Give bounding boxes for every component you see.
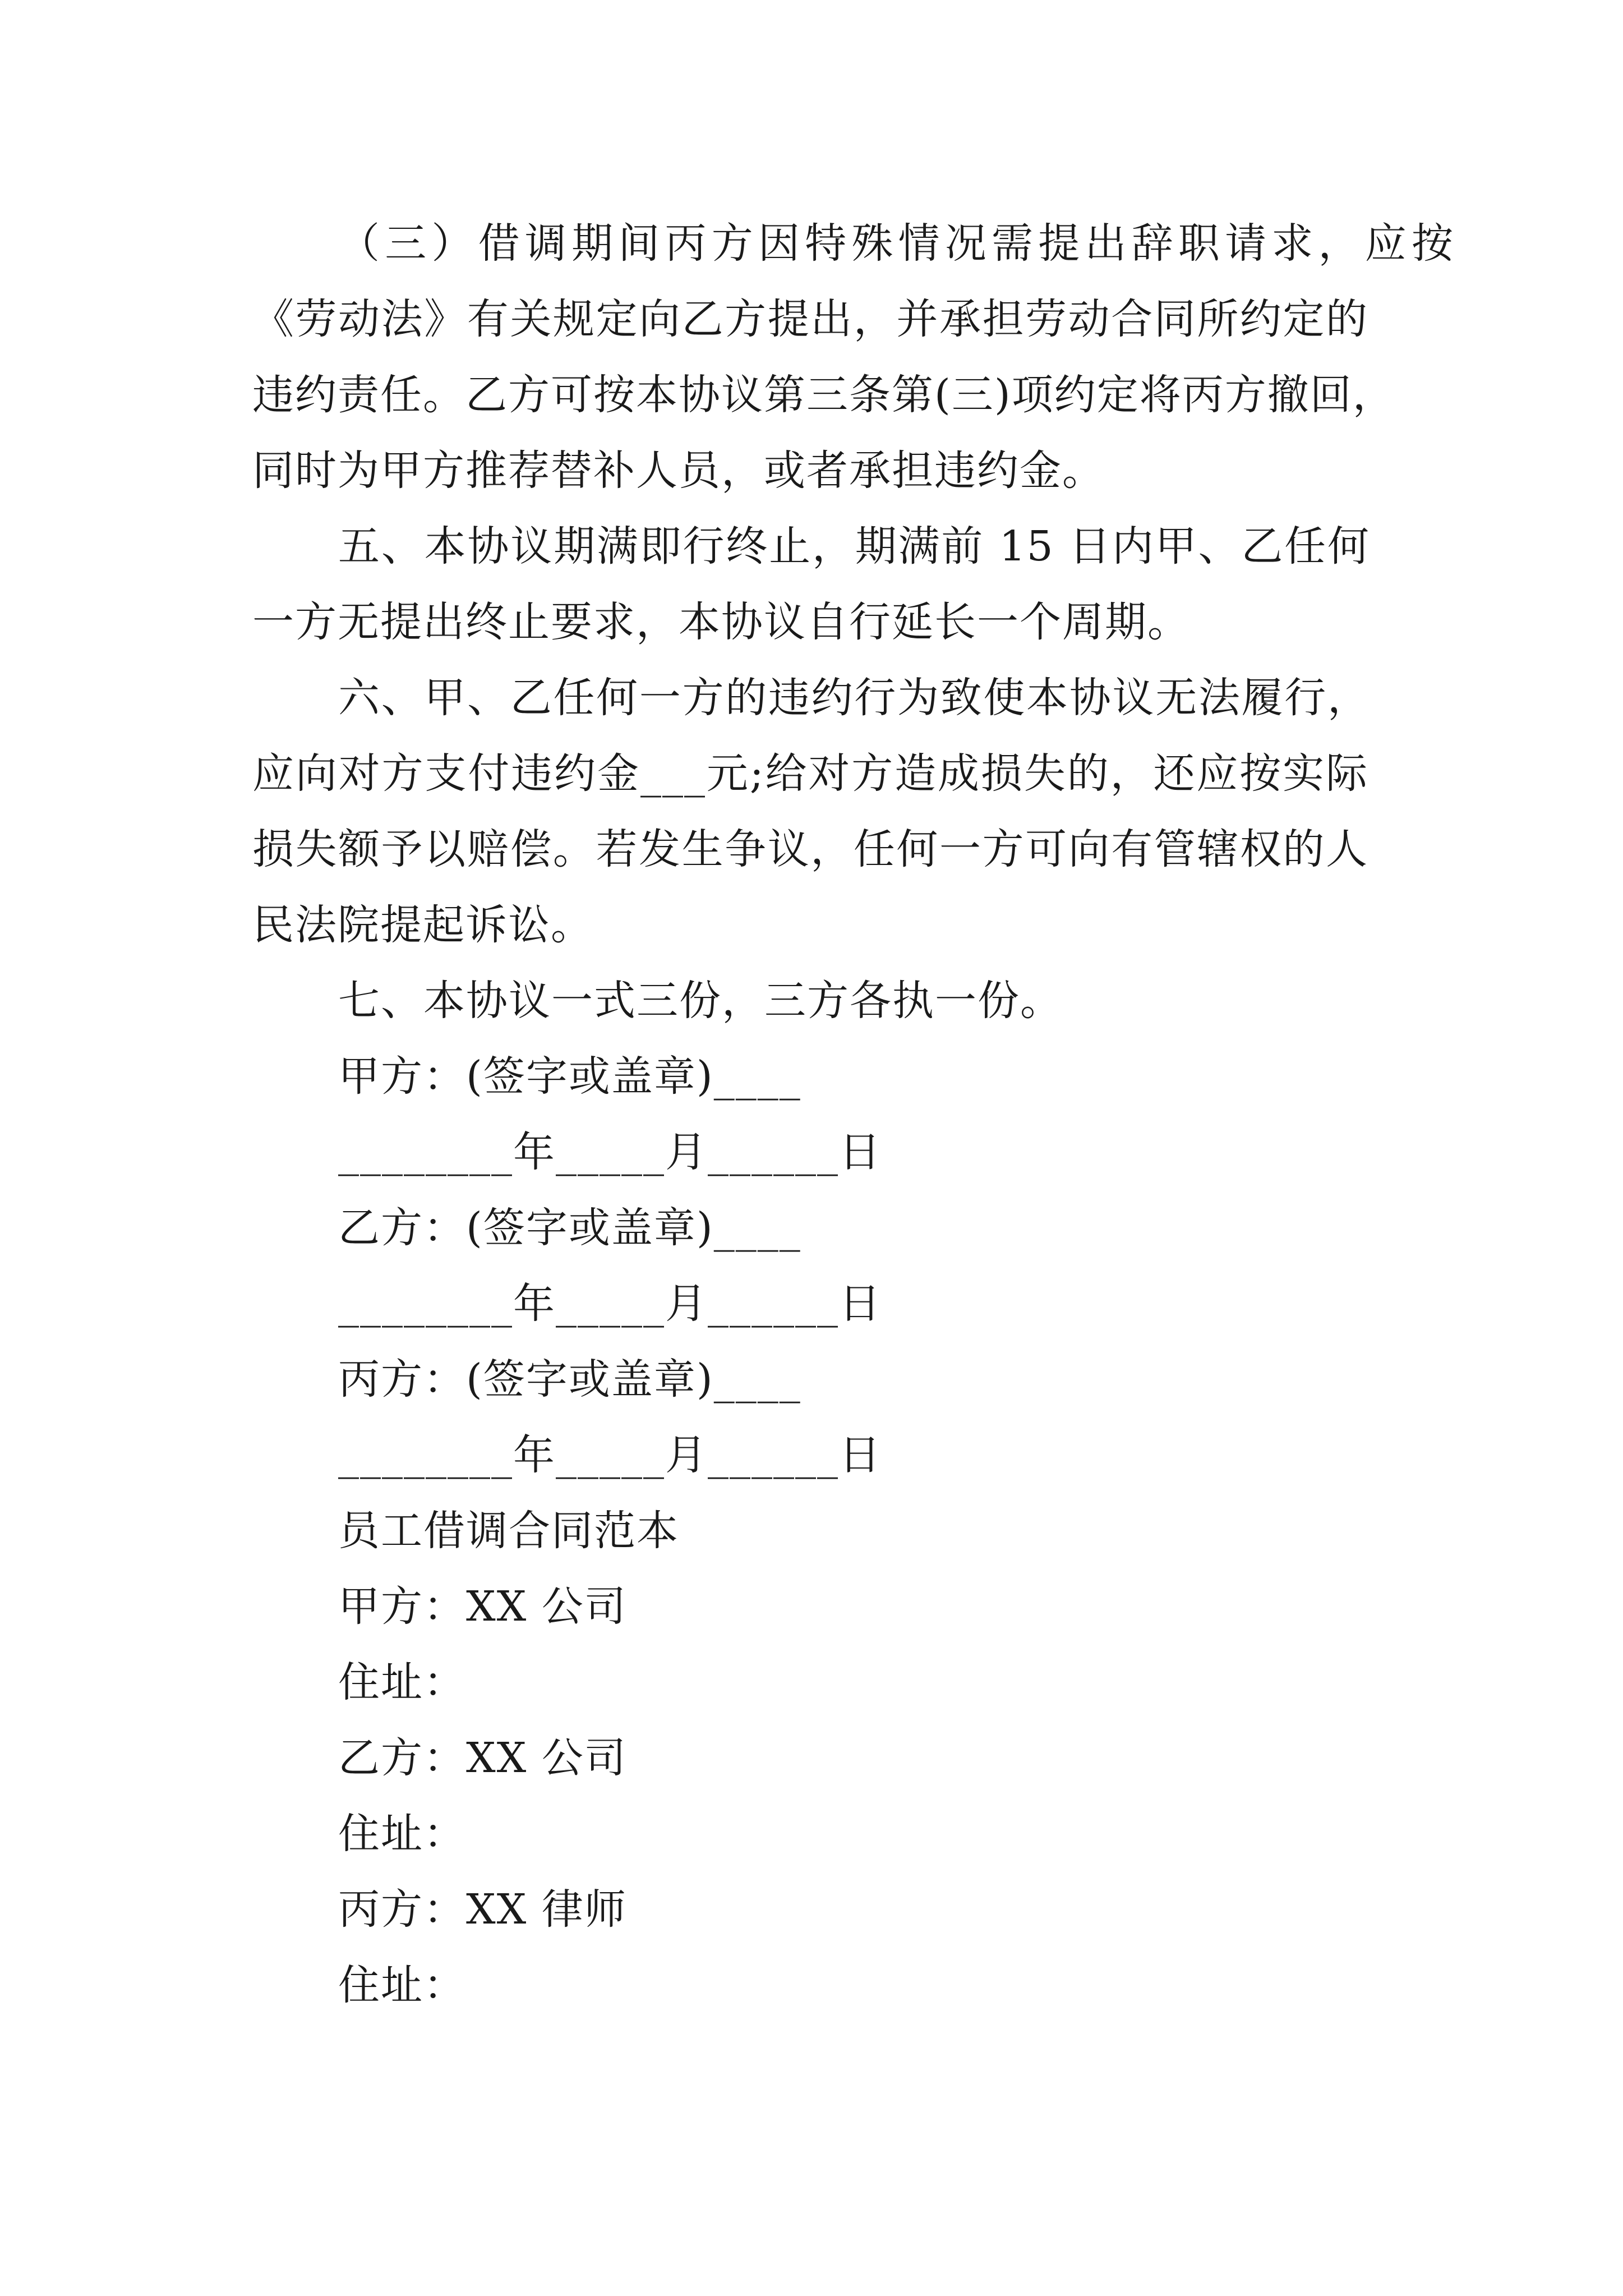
clause-7: 七、本协议一式三份，三方各执一份。 — [338, 977, 1063, 1025]
party-c-name: 丙方：XX 律师 — [338, 1885, 627, 1934]
clause-6-line-1: 六、甲、乙任何一方的违约行为致使本协议无法履行， — [338, 674, 1370, 722]
party-b-signature: 乙方：(签字或盖章)____ — [338, 1204, 801, 1252]
template-title: 员工借调合同范本 — [338, 1507, 679, 1555]
party-a-address: 住址： — [338, 1658, 466, 1706]
clause-4-3-line-3: 违约责任。乙方可按本协议第三条第(三)项约定将丙方撤回， — [252, 371, 1395, 419]
clause-5-line-2: 一方无提出终止要求，本协议自行延长一个周期。 — [252, 598, 1190, 646]
clause-6-line-2: 应向对方支付违约金___元;给对方造成损失的，还应按实际 — [252, 749, 1368, 798]
clause-4-3-line-2: 《劳动法》有关规定向乙方提出，并承担劳动合同所约定的 — [252, 295, 1368, 343]
party-b-address: 住址： — [338, 1810, 466, 1858]
party-c-signature: 丙方：(签字或盖章)____ — [338, 1355, 801, 1404]
party-b-date: ________年_____月______日 — [338, 1280, 882, 1328]
party-a-name: 甲方：XX 公司 — [338, 1582, 627, 1631]
clause-6-line-4: 民法院提起诉讼。 — [252, 901, 593, 949]
clause-5-line-1: 五、本协议期满即行终止，期满前 15 日内甲、乙任何 — [338, 522, 1370, 570]
party-a-signature: 甲方：(签字或盖章)____ — [338, 1052, 801, 1101]
party-c-date: ________年_____月______日 — [338, 1431, 882, 1479]
party-b-name: 乙方：XX 公司 — [338, 1734, 627, 1782]
clause-4-3-line-1: （三）借调期间丙方因特殊情况需提出辞职请求，应按 — [338, 219, 1454, 268]
party-c-address: 住址： — [338, 1961, 466, 2009]
party-a-date: ________年_____月______日 — [338, 1128, 882, 1176]
clause-4-3-line-4: 同时为甲方推荐替补人员，或者承担违约金。 — [252, 447, 1105, 495]
clause-6-line-3: 损失额予以赔偿。若发生争议，任何一方可向有管辖权的人 — [252, 825, 1368, 873]
